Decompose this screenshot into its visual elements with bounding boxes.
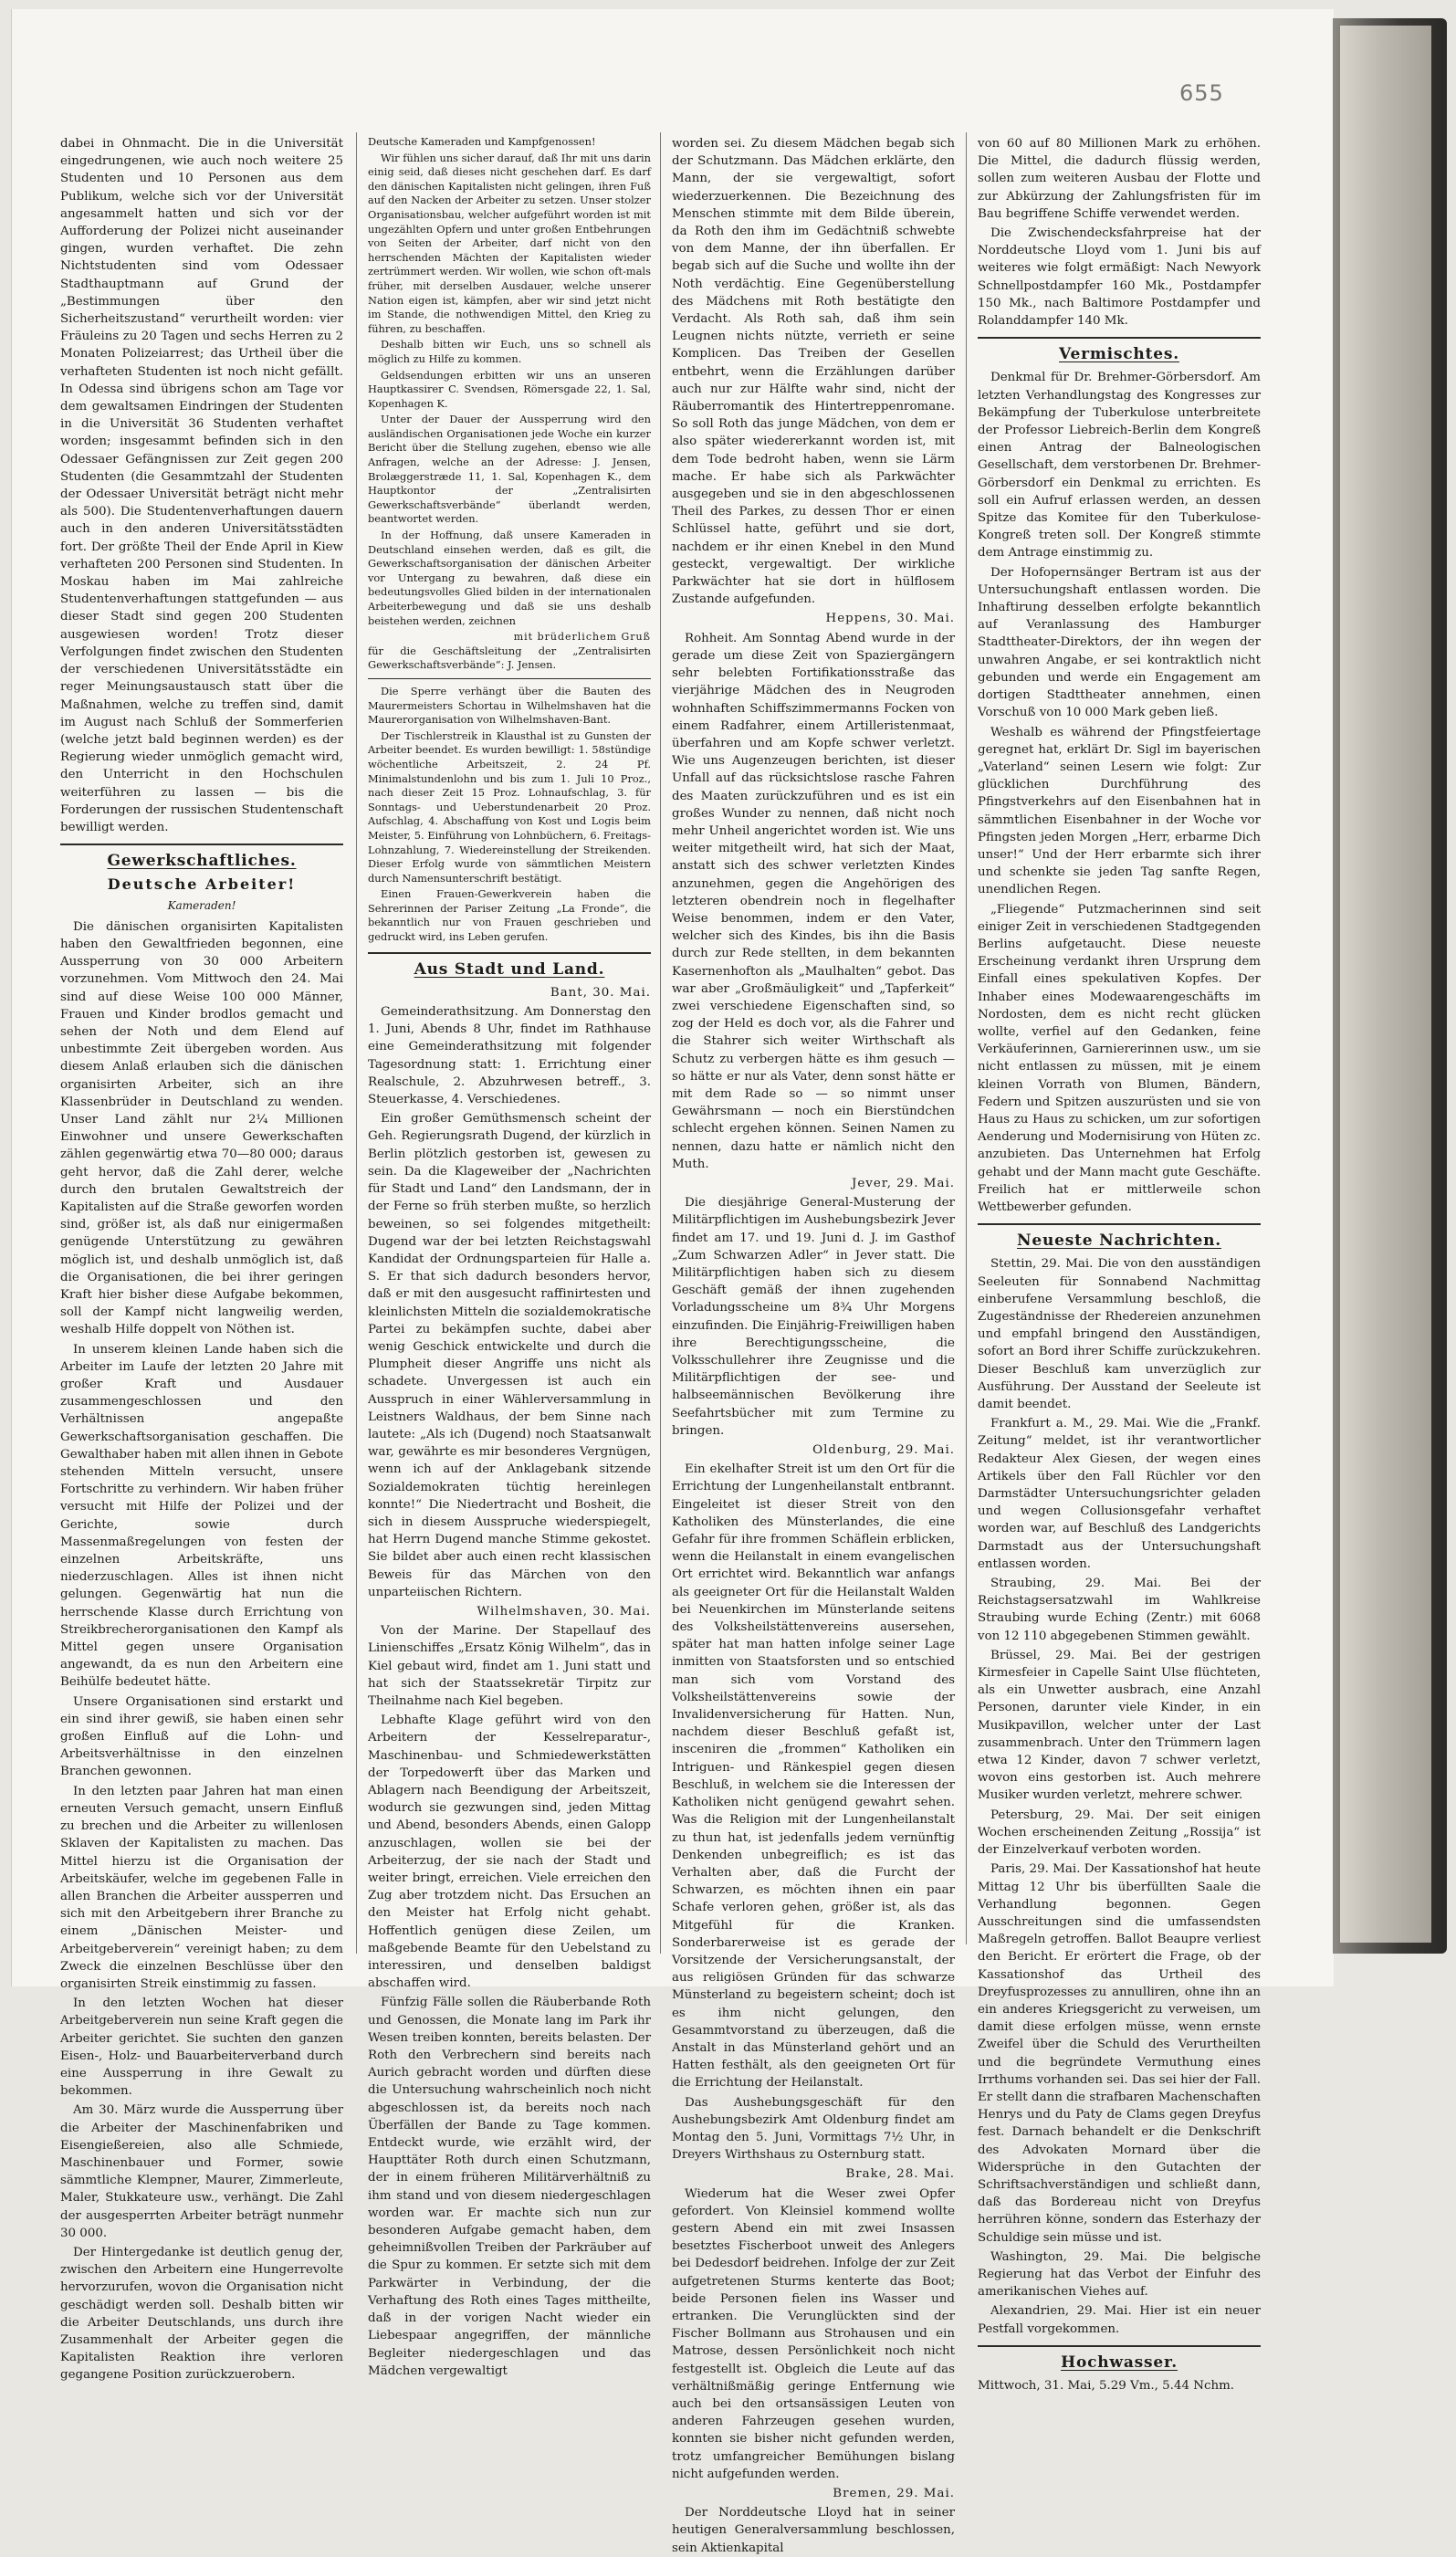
section-divider [978,337,1261,339]
dateline: Jever, 29. Mai. [851,1176,955,1190]
signature-greeting: mit brüderlichem Gruß [513,631,651,644]
article-paragraph: Am 30. März wurde die Aussperrung über die Arbeiter der Maschinenfabriken und Eisengießereien, also alle Schmiede, Maschinenbauer und Former, sowie sämmtliche Klempner, Maurer, Zimmerleute, Maler, Stukkateure usw., verhängt. Die Zahl der ausgesperrten Arbeiter beträgt nunmehr 30 000. [60,2103,343,2240]
dateline: Oldenburg, 29. Mai. [812,1443,955,1458]
news-item: Einen Frauen-Gewerkverein haben die Sehrerinnen der Pariser Zeitung „La Fronde“, die bekanntlich nur von Frauen geschrieben und gedruckt wird, ins Leben gerufen. [368,887,651,944]
article-paragraph: Das Aushebungsgeschäft für den Aushebungsbezirk Amt Oldenburg findet am Montag den 5. Juni, Vormittags 7½ Uhr, in Dreyers Wirthshaus zu Osternburg statt. [672,2095,955,2163]
article-paragraph: Rohheit. Am Sonntag Abend wurde in der gerade um diese Zeit von Spaziergängern sehr belebten Fortifikationsstraße das vierjährige Mädchen des in Neugroden wohnhaften Schiffszimmermanns Focken von einem Radfahrer, einem Artilleristenmaat, überfahren und am Kopfe schwer verletzt. Wie uns Augenzeugen berichten, ist dieser Unfall auf das rücksichtslose rasche Fahren des Maaten zurückzuführen und es ist ein großes Wunder zu nennen, daß nicht noch mehr Unheil angerichtet worden ist. Wie uns weiter mitgetheilt wird, hat sich der Maat, anstatt sich des schwer verletzten Kindes anzunehmen, gegen die Angehörigen des letzteren obendrein noch in flegelhafter Weise benommen, indem er den Vater, welcher sich des Kindes, bis ihn die Basis durch zur Rede stellten, in dem bekannten Kasernenhofton als „Maulhalten“ gebot. Das war aber „Großmäuligkeit“ und „Tapferkeit“ zwei verschiedene Eigenschaften sind, so zog der Held es doch vor, als die Fahrer und die Stahrer sich weiter Wirthschaft als Schutz zu verbergen hätte es ihm gesuch — so hätte er nur als Vater, denn sonst hätte er mit dem Rade so — so nimmt unser Gewährsmann — noch ein Bierstündchen schlecht ergehen können. Seinen Namen zu nennen, dazu hatte er nämlich nicht den Muth. [672,631,955,1171]
article-paragraph: In der Hoffnung, daß unsere Kameraden in Deutschland einsehen werden, daß es gilt, die Gewerkschaftsorganisation der dänischen Arbeiter vor Untergang zu bewahren, daß diese ein bedeutungsvolles Glied bilden in der internationalen Arbeiterbewegung und daß sie uns deshalb beistehen werden, zeichnen [368,529,651,627]
column-2 [368,135,651,2378]
tide-times: Mittwoch, 31. Mai, 5.29 Vm., 5.44 Nchm. [978,2378,1235,2393]
dateline: Wilhelmshaven, 30. Mai. [477,1604,651,1619]
news-item: Frankfurt a. M., 29. Mai. Wie die „Frankf. Zeitung“ meldet, ist ihr verantwortlicher Redakteur Alex Giesen, der wegen eines Artikels über den Fall Rüchler vor den Darmstädter Untersuchungsrichter geladen und wegen Collusionsgefahr verhaftet worden war, auf Beschluß des Landgerichts Darmstadt aus der Untersuchungshaft entlassen worden. [978,1417,1261,1571]
salutation: Kameraden! [167,898,236,912]
article-paragraph: Fünfzig Fälle sollen die Räuberbande Roth und Genossen, die Monate lang im Park ihr Wesen treiben konnten, bereits belasten. Der Roth den Verbrechern sind bereits nach Aurich gebracht worden und dürften diese die Untersuchung wahrscheinlich noch nicht abgeschlossen ist, da bereits noch nach Überfällen der Bande zu Tage kommen. Entdeckt wurde, wie erzählt wird, der Haupttäter Roth durch einen Schutzmann, der in einem früheren Militärverhältniß zu ihm stand und von diesem niedergeschlagen worden war. Er machte sich nun zur besonderen Aufgabe gemacht haben, dem geheimnißvollen Treiben der Parkräuber auf die Spur zu kommen. Er setzte sich mit dem Parkwärter in Verbindung, der die Verhaftung des Roth eines Tages mittheilte, daß in der vorigen Nacht wieder ein Liebespaar angegriffen, der männliche Begleiter niedergeschlagen und das Mädchen vergewaltigt [368,1996,651,2378]
news-item: Paris, 29. Mai. Der Kassationshof hat heute Mittag 12 Uhr bis überfüllten Saale die Verhandlung begonnen. Gegen Ausschreitungen sind die umfassendsten Maßregeln getroffen. Ballot Beaupre verliest den Bericht. Er erörtert die Frage, ob der Kassationshof das Urtheil des Dreyfusprozesses zu annulliren, ohne ihn an ein anderes Kriegsgericht zu verweisen, um damit diese erfolgen müsse, wenn ernste Zweifel über die Schuld des Verurtheilten und die begründete Vermuthung eines Irrthums vorhanden sei. Das sei hier der Fall. Er stellt dann die strafbaren Machenschaften Henrys und du Paty de Clams gegen Dreyfus fest. Darnach behandelt er die Denkschrift des Advokaten Mornard über die Widersprüche in den Gutachten der Schriftsachverständigen und schließt dann, daß das Bordereau nicht von Dreyfus herrühren könne, sondern das Esterhazy der Schuldige sein müsse und ist. [978,1862,1261,2245]
article-paragraph: Lebhafte Klage geführt wird von den Arbeitern der Kesselreparatur-, Maschinenbau- und Schmiedewerkstätten der Torpedowerft über das Marken und Ablagern nach Beendigung der Arbeitszeit, wodurch sie gezwungen sind, jeden Mittag und Abend, besonders Abends, einen Galopp anzuschlagen, wollen sie bei der Arbeiterzug, der sie nach der Stadt und weiter bringt, erreichen. Viele erreichen den Zug aber trotzdem nicht. Das Ersuchen an den Meister hat Erfolg nicht gehabt. Hoffentlich genügen diese Zeilen, um maßgebende Beamte für den Uebelstand zu interessiren, und denselben baldigst abschaffen wird. [368,1713,651,1991]
article-paragraph: worden sei. Zu diesem Mädchen begab sich der Schutzmann. Das Mädchen erklärte, den Mann, der sie vergewaltigt, sofort wiederzuerkennen. Die Bezeichnung des Menschen stimmte mit dem Bilde überein, da Roth den ihm im Gedächtniß schwebte von dem Manne, der ihn überfallen. Er begab sich auf die Suche und wollte ihn der Noth verdächtig. Eine Gegenüberstellung des Mädchens mit Roth bestätigte den Verdacht. Als Roth sah, daß ihm sein Leugnen nichts nützte, verrieth er seine Komplicen. Das Treiben der Gesellen entbehrt, wenn die Erzählungen darüber auch nur zur Hälfte wahr sind, nicht der Räuberromantik des Hintertreppenromane. So soll Roth das junge Mädchen, von dem er also später wiedererkannt worden ist, mit dem Tode bedroht haben, wenn sie Lärm mache. Er habe sich als Parkwächter ausgegeben und sie in den abgeschlossenen Theil des Parkes, zu dessen Thor er einen Schlüssel hatte, geführt und sie dort, nachdem er ihr einen Knebel in den Mund gesteckt, vergewaltigt. Der wirkliche Parkwächter hat sie dort in hülflosem Zustande aufgefunden. [672,137,955,607]
article-paragraph: von 60 auf 80 Millionen Mark zu erhöhen. Die Mittel, die dadurch flüssig werden, sollen zum weiteren Ausbau der Flotte und zur Abkürzung der Zahlungsfristen für im Bau begriffene Schiffe verwendet werden. [978,137,1261,221]
article-paragraph: Die Zwischendecksfahrpreise hat der Norddeutsche Lloyd vom 1. Juni bis auf weiteres wie folgt ermäßigt: Nach Newyork Schnellpostdampfer 160 Mk., Postdampfer 150 Mk., nach Baltimore Postdampfer und Rolanddampfer 140 Mk. [978,226,1261,329]
section-heading: Vermischtes. [1059,345,1179,364]
article-paragraph: Unter der Dauer der Aussperrung wird den ausländischen Organisationen jede Woche ein kurzer Bericht über die Stellung zugehen, ebenso wie alle Anfragen, welche an der Adresse: J. Jensen, Brolæggerstræde 11, 1. Sal, Kopenhagen K., dem Hauptkontor der „Zentralisirten Gewerkschaftsverbände“ überlandt werden, beantwortet werden. [368,413,651,526]
article-paragraph: Denkmal für Dr. Brehmer-Görbersdorf. Am letzten Verhandlungstag des Kongresses zur Bekämpfung der Tuberkulose unterbreitete der Professor Liebreich-Berlin dem Kongreß einen Antrag der Balneologischen Gesellschaft, dem verstorbenen Dr. Brehmer-Görbersdorf ein Denkmal zu errichten. Es soll ein Aufruf erlassen werden, an dessen Spitze das Komitee für den Tuberkulose-Kongreß treten soll. Der Kongreß stimmte dem Antrage einstimmig zu. [978,371,1261,561]
article-paragraph: Ein ekelhafter Streit ist um den Ort für die Errichtung der Lungenheilanstalt entbrannt. Eingeleitet ist dieser Streit von den Katholiken des Münsterlandes, die eine Gefahr für ihre frommen Schäflein erblicken, wenn die Heilanstalt in einem evangelischen Ort errichtet wird. Bekanntlich war anfangs als geeigneter Ort für die Heilanstalt Walden bei Neuenkirchen im Münsterlande seitens des Volksheilstättenvereins ausersehen, später hat man hatten infolge seiner Lage inmitten von Staatsforsten und so entschied man sich vom Vorstand des Volksheilstättenvereins sowie der Invalidenversicherung für Hatten. Nun, nachdem dieser Beschluß gefaßt ist, insceniren die „frommen“ Katholiken ein Intriguen- und Ränkespiel gegen diesen Beschluß, in welchem sie die Interessen der Katholiken nicht genügend gewahrt sehen. Was die Religion mit der Lungenheilanstalt zu thun hat, ist jedenfalls jedem vernünftig Denkenden unbegreiflich; es ist das Verhalten aber, daß die Furcht der Schwarzen, es möchten ihnen ein paar Schafe verloren gehen, größer ist, als das Mitgefühl für die Kranken. Sonderbarerweise ist es gerade der Vorsitzende der Versicherungsanstalt, der aus religiösen Gründen für das schwarze Münsterland zu begeistern scheint; doch ist es ihm nicht gelungen, den Gesammtvorstand zu überzeugen, daß die Anstalt in das Münsterland gehört und an Hatten festhält, als den geeigneten Ort für die Errichtung der Heilanstalt. [672,1462,955,2091]
article-paragraph: In den letzten Wochen hat dieser Arbeitgeberverein nun seine Kraft gegen die Arbeiter gerichtet. Sie suchten den ganzen Eisen-, Holz- und Bauarbeiterverband durch eine Aussperrung in ihre Gewalt zu bekommen. [60,1996,343,2099]
section-divider [60,844,343,845]
dateline: Bant, 30. Mai. [550,985,651,1000]
column-rule [660,132,661,1954]
article-paragraph: Deutsche Kameraden und Kampfgenossen! [368,135,596,148]
column-rule [966,132,967,1944]
section-heading: Hochwasser. [1061,2353,1178,2372]
article-paragraph: Die diesjährige General-Musterung der Militärpflichtigen im Aushebungsbezirk Jever findet am 17. und 19. Juni d. J. im Gasthof „Zum Schwarzen Adler“ in Jever statt. Die Militärpflichtigen haben sich zu diesem Geschäft gemäß der ihnen zugehenden Vorladungsscheine um 8¾ Uhr Morgens einzufinden. Die Einjährig-Freiwilligen haben ihre Berechtigungsscheine, die Volksschullehrer ihre Zeugnisse und die Militärpflichtigen der see- und halbseemännischen Bevölkerung ihre Seefahrtsbücher mit zum Termine zu bringen. [672,1196,955,1438]
article-paragraph: Unsere Organisationen sind erstarkt und ein sind ihrer gewiß, sie haben einen sehr großen Einfluß auf die Lohn- und Arbeitsverhältnisse in den einzelnen Branchen gewonnen. [60,1694,343,1779]
article-paragraph: Wir fühlen uns sicher darauf, daß Ihr mit uns darin einig seid, daß dieses nicht geschehen darf. Es darf den dänischen Kapitalisten nicht gelingen, ihren Fuß auf den Nacken der Arbeiter zu setzen. Unser stolzer Organisationsbau, welcher aufgeführt worden ist mit ungezählten Opfern und unter großen Entbehrungen von Seiten der Arbeiter, darf nicht von den herrschenden Mächten der Kapitalisten wieder zertrümmert werden. Wir wollen, wie schon oft-mals früher, mit derselben Ausdauer, welche unserer Nation eigen ist, kämpfen, aber wir sind jetzt nicht im Stande, die nothwendigen Mittel, den Krieg zu führen, zu beschaffen. [368,151,651,335]
column-3 [672,135,955,2555]
article-paragraph: In unserem kleinen Lande haben sich die Arbeiter im Laufe der letzten 20 Jahre mit großer Kraft und Ausdauer zusammengeschlossen und den Verhältnissen angepaßte Gewerkschaftsorganisation geschaffen. Die Gewalthaber haben mit allen ihnen in Gebote stehenden Mitteln versucht, unsere Fortschritte zu verhindern. Wir haben früher versucht mit Hilfe der Polizei und der Gerichte, sowie durch Massenmaßregelungen von festen der einzelnen Arbeitskräfte, uns niederzuschlagen. Alles ist ihnen nicht gelungen. Gegenwärtig hat nun die herrschende Klasse durch Errichtung von Streikbrecherorganisationen den Kampf als Mittel gegen unsere Organisation angewandt, da es nun den Arbeitern eine Beihülfe bedeutet hätte. [60,1342,343,1690]
article-paragraph: Wiederum hat die Weser zwei Opfer gefordert. Von Kleinsiel kommend wollte gestern Abend ein mit zwei Insassen besetztes Fischerboot unweit des Anlegers bei Dedesdorf beidrehen. Infolge der zur Zeit aufgetretenen Sturms kenterte das Boot; beide Personen fielen ins Wasser und ertranken. Die Verunglückten sind der Fischer Bollmann aus Strohausen und ein Matrose, dessen Persönlichkeit noch nicht festgestellt ist. Obgleich die Leute auf das verhältnißmäßig geringe Entfernung wie auch bei den ortsansässigen Leuten von anderen Fahrzeugen gesehen wurden, konnten sie bisher nicht gefunden werden, trotz umfangreicher Bemühungen bislang nicht aufgefunden werden. [672,2186,955,2481]
news-item: Brüssel, 29. Mai. Bei der gestrigen Kirmesfeier in Capelle Saint Ulse flüchteten, als ein Unwetter ausbrach, eine Anzahl Personen, darunter viele Kinder, in ein Musikpavillon, welcher unter der Last zusammenbrach. Unter den Trümmern lagen etwa 12 Kinder, davon 7 schwer verletzt, wovon eins gestorben ist. Auch mehrere Musiker wurden verletzt, mehrere schwer. [978,1648,1261,1803]
section-heading: Gewerkschaftliches. [107,852,297,871]
news-item: Petersburg, 29. Mai. Der seit einigen Wochen erscheinenden Zeitung „Rossija“ ist der Einzelverkauf verboten worden. [978,1808,1261,1858]
news-item: Washington, 29. Mai. Die belgische Regierung hat das Verbot der Einfuhr des amerikanischen Viehes auf. [978,2249,1261,2300]
news-item: Stettin, 29. Mai. Die von den ausständigen Seeleuten für Sonnabend Nachmittag einberufene Versammlung beschloß, die Zugeständnisse der Rhedereien anzunehmen und empfahl bringend den Ausständigen, sofort an Bord ihrer Schiffe zurückzukehren. Dieser Beschluß kam unverzüglich zur Ausführung. Der Ausstand der Seeleute ist damit beendet. [978,1257,1261,1412]
section-divider [978,1223,1261,1225]
article-paragraph: Der Norddeutsche Lloyd hat in seiner heutigen Generalversammlung beschlossen, sein Aktienkapital [672,2506,955,2555]
section-divider [368,952,651,954]
news-item: Die Sperre verhängt über die Bauten des Maurermeisters Schortau in Wilhelmshaven hat die Maurerorganisation von Wilhelmshaven-Bant. [368,684,651,727]
news-item: Straubing, 29. Mai. Bei der Reichstagsersatzwahl im Wahlkreise Straubing wurde Eching (Zentr.) mit 6068 von 12 110 abgegebenen Stimmen gewählt. [978,1577,1261,1643]
article-paragraph: „Fliegende“ Putzmacherinnen sind seit einiger Zeit in verschiedenen Stadtgegenden Berlins aufgetaucht. Diese neueste Erscheinung verdankt ihren Ursprung dem Einfall eines spekulativen Kopfes. Der Inhaber eines Modewaarengeschäfts im Nordosten, dem es nicht recht glücken wollte, verfiel auf den Gedanken, feine Verkäuferinnen, Garniererinnen usw., um sie nicht entlassen zu müssen, mit je einem kleinen Vorrath von Blumen, Bändern, Federn und Spitzen auszurüsten und sie von Haus zu Haus zu schicken, um zur sofortigen Aenderung und Modernisirung von Hüten zc. anzubieten. Das Unternehmen hat Erfolg gehabt und der Mann macht gute Geschäfte. Freilich hat er mittlerweile schon Wettbewerber gefunden. [978,902,1261,1214]
divider [368,678,651,679]
column-1 [60,135,343,2383]
article-paragraph: dabei in Ohnmacht. Die in die Universität eingedrungenen, wie auch noch weitere 25 Studenten und 10 Personen aus dem Publikum, welche sich vor der Universität angesammelt hatten und sich vor der Aufforderung der Polizei nicht auseinander gingen, wurden verhaftet. Die zehn Nichtstudenten sind vom Odessaer Stadthauptmann auf Grund der „Bestimmungen über den Sicherheitszustand“ verurtheilt worden: vier Fräuleins zu 20 Tagen und sechs Herren zu 2 Monaten Polizeiarrest; das Urtheil über die verhafteten Studenten ist noch nicht gefällt. In Odessa sind übrigens schon am Tage vor dem gewaltsamen Eindringen der Studenten in die Universität 36 Studenten verhaftet worden; insgesammt befinden sich in den Odessaer Gefängnissen zur Zeit gegen 200 Studenten (die Gesammtzahl der Studenten der Odessaer Universität beträgt nicht mehr als 500). Die Studentenverhaftungen dauern auch in den anderen Universitätsstädten fort. Der größte Theil der Ende April in Kiew verhafteten 200 Personen sind Studenten. In Moskau haben im Mai zahlreiche Studentenverhaftungen stattgefunden — aus dieser Stadt sind gegen 200 Studenten ausgewiesen worden! Trotz dieser Verfolgungen findet zwischen den Studenten der verschiedenen Universitätsstädte ein reger Meinungsaustausch statt über die Maßnahmen, welche zu treffen sind, damit im August nach Schluß der Sommerferien (welche jetzt bald beginnen werden) es der Regierung wieder unmöglich gemacht wird, den Unterricht in den Hochschulen weiterführen zu lassen — bis die Forderungen der russischen Studentenschaft bewilligt werden. [60,137,343,834]
column-rule [356,132,357,1954]
article-paragraph: Geldsendungen erbitten wir uns an unseren Hauptkassirer C. Svendsen, Römersgade 22, 1. Sal, Kopenhagen K. [368,368,651,410]
article-paragraph: Ein großer Gemüthsmensch scheint der Geh. Regierungsrath Dugend, der kürzlich in Berlin plötzlich gestorben ist, gewesen zu sein. Da die Klageweiber der „Nachrichten für Stadt und Land“ den Landsmann, der in der Ferne so früh sterben mußte, so herzlich beweinen, so sei folgendes mitgetheilt: Dugend war der bei letzten Reichstagswahl Kandidat der Ordnungsparteien für Halle a. S. Er that sich dadurch besonders hervor, daß er mit den ausgesucht raffinirtesten und kleinlichsten Mitteln die sozialdemokratische Partei zu bekämpfen suchte, dabei aber wenig Geschick entwickelte und durch die Plumpheit dieser Angriffe uns nicht als schadete. Unvergessen ist auch ein Ausspruch in einer Wählerversammlung in Leistners Waldhaus, der bem Sinne nach lautete: „Als ich (Dugend) noch Staatsanwalt war, gewährte es mir besonderes Vergnügen, wenn ich auf der Anklagebank sitzende Sozialdemokraten tüchtig hereinlegen konnte!“ Die Niedertracht und Bosheit, die sich in diesem Ausspruche wiederspiegelt, hat Herrn Dugend manche Stimme gekostet. Sie bildet aber auch einen recht klassischen Beweis für das Märchen von den unparteiischen Richtern. [368,1112,651,1599]
section-heading: Neueste Nachrichten. [1016,1231,1222,1251]
page-number: 655 [1179,80,1224,106]
section-heading: Aus Stadt und Land. [414,959,605,979]
article-heading: Deutsche Arbeiter! [107,875,297,894]
dateline: Heppens, 30. Mai. [825,612,955,626]
article-paragraph: Gemeinderathsitzung. Am Donnerstag den 1. Juni, Abends 8 Uhr, findet im Rathhause eine Gemeinderathsitzung mit folgender Tagesordnung statt: 1. Errichtung einer Realschule, 2. Abzuhrwesen betreff., 3. Steuerkasse, 4. Verschiedenes. [368,1005,651,1107]
page-stack-edge [1340,26,1431,1943]
article-paragraph: Der Hofopernsänger Bertram ist aus der Untersuchungshaft entlassen worden. Die Inhaftirung desselben erfolgte bekanntlich auf Veranlassung des Hamburger Stadttheater-Direktors, der ihn wegen der unwahren Angabe, er sei kontraktlich nicht gebunden und werde ein Engagement am dortigen Stadttheater annehmen, einen Vorschuß von 10 000 Mark geben ließ. [978,565,1261,720]
article-paragraph: Deshalb bitten wir Euch, uns so schnell als möglich zu Hilfe zu kommen. [368,338,651,365]
column-4 [978,135,1261,2393]
article-paragraph: Weshalb es während der Pfingstfeiertage geregnet hat, erklärt Dr. Sigl im bayerischen „Vaterland“ seinen Lesern wie folgt: Zur glücklichen Durchführung des Pfingstverkehrs auf den Eisenbahnen hat in sämmtlichen Eisenbahner in der Woche vor Pfingsten jeden Morgen „Herr, erbarme Dich unser!“ Und der Herr erbarmte sich ihrer und schenkte sie jeden Tag sanfte Regen, unendlichen Regen. [978,725,1261,897]
dateline: Bremen, 29. Mai. [833,2487,955,2501]
article-paragraph: Die dänischen organisirten Kapitalisten haben den Gewaltfrieden begonnen, eine Aussperrung von 30 000 Arbeitern vorzunehmen. Vom Mittwoch den 24. Mai sind auf diese Weise 100 000 Männer, Frauen und Kinder brodlos gemacht und sehen der Noth und dem Elend auf unbestimmte Zeit übergeben worden. Aus diesem Anlaß erlauben sich die dänischen organisirten Arbeiter, sich an ihre Klassenbrüder in Deutschland zu wenden. Unser Land zählt nur 2¼ Millionen Einwohner und unsere Gewerkschaften zählen gegenwärtig etwa 70—80 000; daraus geht hervor, daß die Zahl derer, welche durch den brutalen Gewaltstreich der Kapitalisten auf die Straße geworfen worden sind, größer ist, als daß nur einigermaßen genügende Unterstützung zu gewähren möglich ist, und deshalb unmöglich ist, daß die Organisationen, die bei ihrer geringen Kraft hier bisher diese Aufgabe bekommen, soll der Kampf nicht langweilig werden, weshalb Hilfe doppelt von Nöthen ist. [60,919,343,1337]
news-item: Alexandrien, 29. Mai. Hier ist ein neuer Pestfall vorgekommen. [978,2304,1261,2336]
signature-line: für die Geschäftsleitung der „Zentralisirten Gewerkschaftsverbände“: J. Jensen. [368,644,651,672]
dateline: Brake, 28. Mai. [845,2167,955,2182]
article-paragraph: Von der Marine. Der Stapellauf des Linienschiffes „Ersatz König Wilhelm“, das in Kiel gebaut wird, findet am 1. Juni statt und hat sich der Staatssekretär Tirpitz zur Theilnahme nach Kiel begeben. [368,1624,651,1708]
article-paragraph: In den letzten paar Jahren hat man einen erneuten Versuch gemacht, unsern Einfluß zu brechen und die Arbeiter zu willenlosen Sklaven der Kapitalisten zu machen. Das Mittel hierzu ist die Organisation der Arbeitskäufer, welche im gegebenen Falle in allen Branchen die Arbeiter aussperren und sich mit den Arbeitgebern ihrer Branche zu einem „Dänischen Meister- und Arbeitgeberverein“ vereinigt haben; zu dem Zweck die einzelnen Beschlüsse über den organisirten Streik einstimmig zu fassen. [60,1784,343,1991]
article-paragraph: Der Hintergedanke ist deutlich genug der, zwischen den Arbeitern eine Hungerrevolte hervorzurufen, wovon die Organisation nicht geschädigt werden soll. Deshalb bitten wir die Arbeiter Deutschlands, uns durch ihre Zusammenhalt der Arbeiter gegen die Kapitalisten Reaktion ihre verloren gegangene Position zurückzuerobern. [60,2245,343,2383]
section-divider [978,2345,1261,2347]
news-item: Der Tischlerstreik in Klausthal ist zu Gunsten der Arbeiter beendet. Es wurden bewilligt: 1. 58stündige wöchentliche Arbeitszeit, 2. 24 Pf. Minimalstundenlohn und bis zum 1. Juli 10 Proz., nach dieser Zeit 15 Proz. Lohnaufschlag, 3. für Sonntags- und Ueberstundenarbeit 20 Proz. Aufschlag, 4. Abschaffung von Kost und Logis beim Meister, 5. Einführung von Lohnbüchern, 6. Freitags-Lohnzahlung, 7. Wiedereinstellung der Streikenden. Dieser Erfolg wurde von sämmtlichen Meistern durch Namensunterschrift bestätigt. [368,728,651,885]
